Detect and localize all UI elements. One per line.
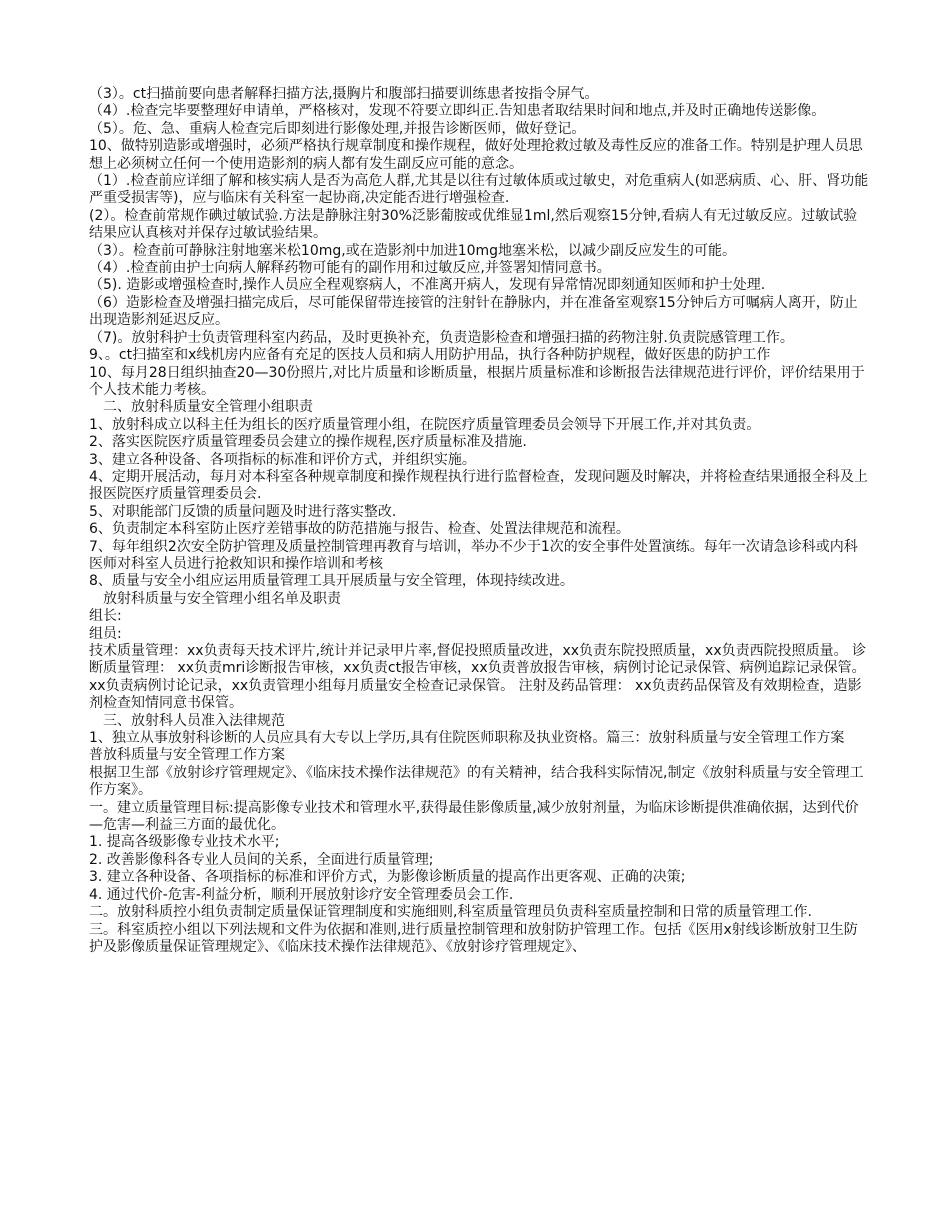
paragraph: 5、对职能部门反馈的质量问题及时进行落实整改. — [89, 503, 397, 520]
section-heading-3: 三、放射科人员准入法律规范 — [103, 712, 285, 729]
paragraph: 二。放射科质控小组负责制定质量保证管理制度和实施细则,科室质量管理员负责科室质量控制和日常的质量管理工作. — [89, 904, 812, 921]
paragraph: 普放科质量与安全管理工作方案 — [89, 747, 285, 764]
paragraph: 组长: — [89, 608, 122, 625]
paragraph: 一。建立质量管理目标:提高影像专业技术和管理水平,获得最佳影像质量,减少放射剂量，为临床诊断提供准确依据，达到代价—危害—利益三方面的最优化。 — [89, 799, 859, 834]
paragraph: 2. 改善影像科各专业人员间的关系，全面进行质量管理; — [89, 851, 434, 868]
paragraph: (2）。检查前常规作碘过敏试验.方法是静脉注射30%泛影葡胺或优维显1ml,然后观察15分钟,看病人有无过敏反应。过敏试验结果应认真核对并保存过敏试验结果。 — [89, 207, 858, 242]
paragraph: 技术质量管理：xx负责每天技术评片,统计并记录甲片率,督促投照质量改进，xx负责东院投照质量，xx负责西院投照质量。 诊断质量管理： xx负责mri诊断报告审核，xx负责ct报告审核，xx负责普放报告审核，病例讨论记录保管、病例追踪记录保管。xx负责病例讨论记录，xx负责管理小组每月质量安全检查记录保管。 注射及药品管理： xx负责药品保管及有效期检查，造影剂检查知情同意书保管。 — [89, 643, 867, 712]
paragraph: （4）.检查前由护士向病人解释药物可能有的副作用和过敏反应,并签署知情同意书。 — [89, 260, 611, 277]
paragraph: 3. 建立各种设备、各项指标的标准和评价方式，为影像诊断质量的提高作出更客观、正确的决策; — [89, 869, 686, 886]
paragraph: 10、做特别造影或增强时，必须严格执行规章制度和操作规程，做好处理抢救过敏及毒性反应的准备工作。特别是护理人员思想上必须树立任何一个使用造影剂的病人都有发生副反应可能的意念。 — [89, 138, 863, 172]
paragraph: （4）.检查完毕要整理好申请单，严格核对，发现不符要立即纠正.告知患者取结果时间和地点,并及时正确地传送影像。 — [89, 103, 826, 120]
paragraph: 6、负责制定本科室防止医疗差错事故的防范措施与报告、检查、处置法律规范和流程。 — [89, 521, 630, 538]
paragraph: （3）。检查前可静脉注射地塞米松10mg,或在造影剂中加进10mg地塞米松，以减少副反应发生的可能。 — [89, 242, 737, 259]
paragraph: 8、质量与安全小组应运用质量管理工具开展质量与安全管理，体现持续改进。 — [89, 573, 574, 590]
paragraph: （7)。放射科护士负责管理科室内药品，及时更换补充，负责造影检查和增强扫描的药物注射.负责院感管理工作。 — [89, 329, 794, 346]
paragraph: 根据卫生部《放射诊疗管理规定》、《临床技术操作法律规范》的有关精神，结合我科实际情况,制定《放射科质量与安全管理工作方案》。 — [89, 764, 864, 799]
paragraph: 10、每月28日组织抽查20—30份照片,对比片质量和诊断质量，根据片质量标准和诊断报告法律规范进行评价，评价结果用于个人技术能力考核。 — [89, 364, 865, 398]
paragraph: （5). 造影或增强检查时,操作人员应全程观察病人，不准离开病人，发现有异常情况即刻通知医师和护士处理. — [89, 277, 766, 294]
paragraph: 7、每年组织2次安全防护管理及质量控制管理再教育与培训，举办不少于1次的安全事件处置演练。每年一次请急诊科或内科医师对科室人员进行抢救知识和操作培训和考核 — [89, 538, 858, 572]
paragraph: （6）造影检查及增强扫描完成后，尽可能保留带连接管的注射针在静脉内，并在准备室观察15分钟后方可嘱病人离开，防止出现造影剂延迟反应。 — [89, 294, 858, 329]
paragraph: （1）.检查前应详细了解和核实病人是否为高危人群,尤其是以往有过敏体质或过敏史，对危重病人(如恶病质、心、肝、肾功能严重受损害等)，应与临床有关科室一起协商,决定能否进行增强检查. — [89, 173, 869, 207]
paragraph: （5）。危、急、重病人检查完后即刻进行影像处理,并报告诊断医师，做好登记。 — [89, 120, 586, 137]
document-page — [89, 86, 869, 956]
paragraph: 2、落实医院医疗质量管理委员会建立的操作规程,医疗质量标准及措施. — [89, 434, 527, 451]
paragraph: 组员: — [89, 625, 122, 642]
paragraph: 1、放射科成立以科主任为组长的医疗质量管理小组，在院医疗质量管理委员会领导下开展工作,并对其负责。 — [89, 416, 761, 433]
paragraph: 1、独立从事放射科诊断的人员应具有大专以上学历,具有住院医师职称及执业资格。篇三：放射科质量与安全管理工作方案 — [89, 730, 845, 747]
paragraph: 4. 通过代价-危害-利益分析，顺利开展放射诊疗安全管理委员会工作. — [89, 886, 514, 903]
paragraph: 9、。ct扫描室和x线机房内应备有充足的医技人员和病人用防护用品，执行各种防护规程，做好医患的防护工作 — [89, 347, 771, 364]
paragraph: 4、定期开展活动，每月对本科室各种规章制度和操作规程执行进行监督检查，发现问题及时解决，并将检查结果通报全科及上报医院医疗质量管理委员会. — [89, 468, 868, 503]
section-heading-2: 二、放射科质量安全管理小组职责 — [103, 399, 313, 416]
paragraph: 3、建立各种设备、各项指标的标准和评价方式，并组织实施。 — [89, 451, 476, 468]
section-heading-list: 放射科质量与安全管理小组名单及职责 — [103, 590, 341, 607]
paragraph: 1. 提高各级影像专业技术水平; — [89, 834, 280, 851]
paragraph: 三。科室质控小组以下列法规和文件为依据和准则,进行质量控制管理和放射防护管理工作。包括《医用x射线诊断放射卫生防护及影像质量保证管理规定》、《临床技术操作法律规范》、《放射诊疗管理规定》、 — [89, 921, 858, 955]
paragraph: （3）。ct扫描前要向患者解释扫描方法,摄胸片和腹部扫描要训练患者按指令屏气。 — [89, 86, 599, 102]
